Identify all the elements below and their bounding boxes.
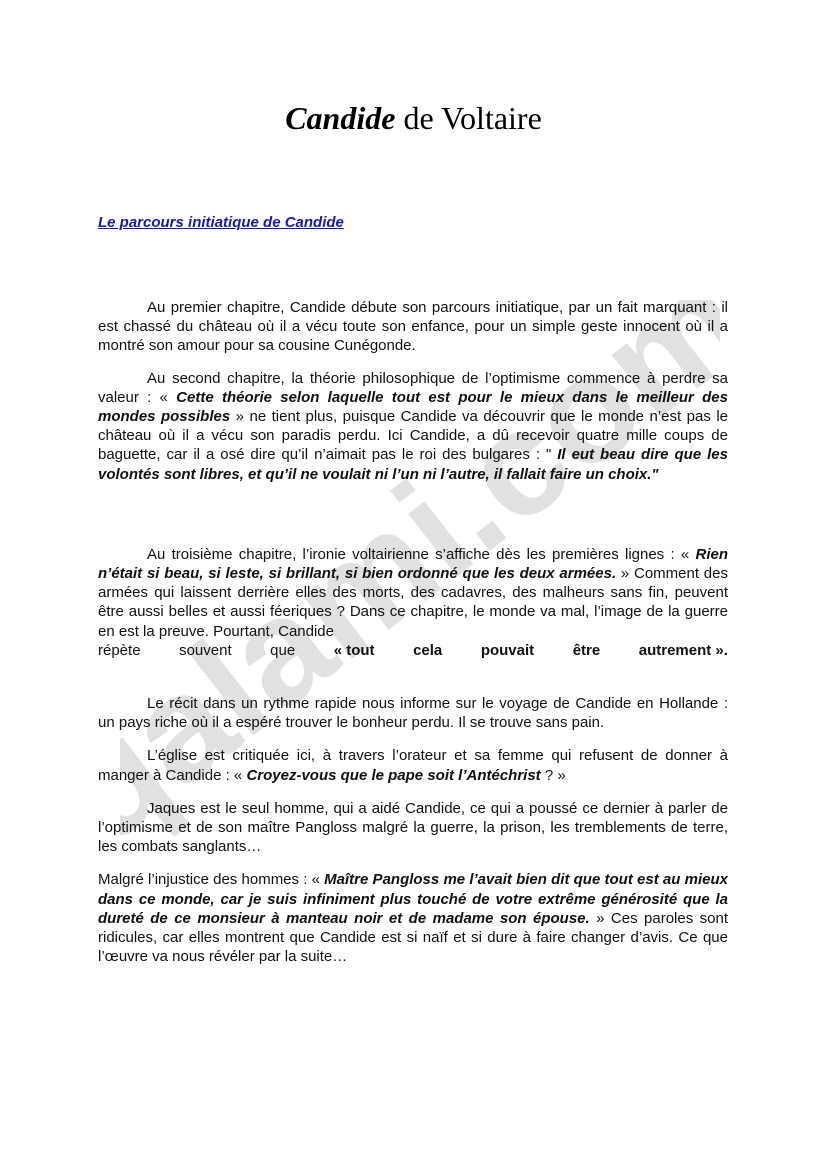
paragraph-3-last-line (98, 641, 728, 660)
p5-quote: Croyez-vous que le pape soit l’Antéchrist (246, 766, 541, 784)
p3-word-8: autrement ». (638, 641, 728, 659)
paragraph-6-text: Jaques est le seul homme, qui a aidé Candide, ce qui a poussé ce dernier à parler de l’optimisme et de son maître Pangloss malgré la guerre, la prison, les tremblements de terre, les combats sanglants… (98, 799, 728, 856)
paragraph-2 (98, 369, 728, 484)
paragraph-4 (98, 694, 728, 732)
p7-text-a: Malgré l’injustice des hommes : « (98, 871, 325, 889)
p3-word-5: cela (413, 641, 443, 659)
p2-quote-2: Il eut beau dire que les volontés sont libres, et qu’il ne voulait ni l’un ni l’autre, il fallait faire un choix." (98, 446, 728, 483)
p5-text-b: ? » (540, 766, 566, 784)
watermark-text: qalami.com (120, 300, 720, 860)
p3-word-3: que (270, 641, 296, 659)
p3-word-1: répète (98, 641, 141, 659)
p3-word-6: pouvait (480, 641, 535, 659)
paragraph-1-text: Au premier chapitre, Candide débute son parcours initiatique, par un fait marquant : il est chassé du château où il a vécu toute son enfance, pour un simple geste innocent où il a montré son amour pour sa cousine Cunégonde. (98, 299, 728, 355)
paragraph-4-text: Le récit dans un rythme rapide nous informe sur le voyage de Candide en Hollande : un pays riche où il a espéré trouver le bonheur perdu. Il se trouve sans pain. (98, 695, 728, 732)
p3-text-a: Au troisième chapitre, l’ironie voltairienne s’affiche dès les premières lignes : « (147, 545, 696, 563)
title-rest: de Voltaire (395, 100, 542, 136)
p7-quote: Maître Pangloss me l’avait bien dit que tout est au mieux dans ce monde, car je suis infiniment plus touché de votre extrême générosité que la dureté de ce monsieur à manteau noir et de madame son épouse. (98, 871, 728, 927)
paragraph-5 (98, 746, 728, 784)
paragraph-6 (98, 799, 728, 857)
p2-text-b: » ne tient plus, puisque Candide va découvrir que le monde n’est pas le château où il a vécu son paradis perdu. Ici Candide, a dû recevoir quatre mille coups de baguette, car il a osé dire qu’il n’aimait pas le roi des bulgares : " (98, 408, 728, 464)
p3-word-7: être (572, 641, 601, 659)
p5-text-a: L’église est critiquée ici, à travers l’orateur et sa femme qui refusent de donner à manger à Candide : « (98, 747, 728, 784)
p2-quote-1: Cette théorie selon laquelle tout est pour le mieux dans le meilleur des mondes possibles (98, 388, 728, 426)
p7-text-b: » Ces paroles sont ridicules, car elles montrent que Candide est si naïf et si dure à faire changer d’avis. Ce que l’œuvre va nous révéler par la suite… (98, 909, 728, 966)
paragraph-7 (98, 870, 728, 966)
p3-word-4: « tout (333, 641, 375, 659)
page-title (0, 100, 827, 137)
section-heading: Le parcours initiatique de Candide (98, 214, 344, 231)
p3-quote: Rien n’était si beau, si leste, si brillant, si bien ordonné que les deux armées. (98, 545, 728, 583)
p2-text-a: Au second chapitre, la théorie philosophique de l’optimisme commence à perdre sa valeur : « (98, 369, 728, 406)
p3-text-b: » Comment des armées qui laissent derrière elles des morts, des cadavres, des malheurs sans fin, peuvent être aussi belles et aussi féeriques ? Dans ce chapitre, le monde va mal, l’image de la guerre en est la preuve. Pourtant, Candide (98, 565, 728, 640)
p3-word-2: souvent (179, 641, 232, 659)
paragraph-1 (98, 298, 728, 356)
body-text (98, 298, 728, 966)
paragraph-3 (98, 545, 728, 641)
title-italic: Candide (285, 100, 396, 136)
